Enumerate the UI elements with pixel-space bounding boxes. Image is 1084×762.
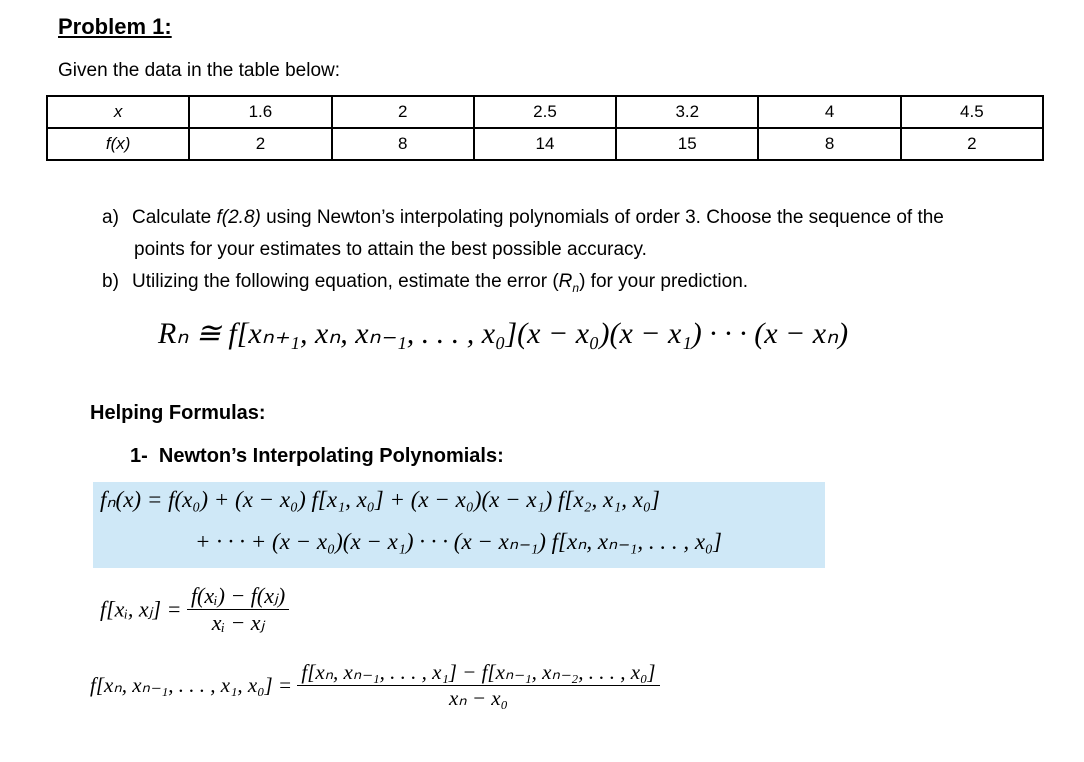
divided-difference-2 (90, 660, 660, 711)
table-cell: 2 (189, 128, 331, 160)
table-row (47, 96, 1043, 128)
table-cell: 2 (901, 128, 1043, 160)
helping-item (130, 445, 504, 468)
question-b-em-sub: n (572, 280, 580, 295)
table-row (47, 128, 1043, 160)
question-a-continued: points for your estimates to attain the best possible accuracy. (134, 239, 647, 260)
row-label-x: x (47, 96, 189, 128)
dd2-denominator: xₙ − x₀ (448, 686, 508, 710)
question-b-label: b) (102, 271, 119, 292)
problem-title: Problem 1: (58, 14, 172, 39)
newton-formula-line1: fₙ(x) = f(x₀) + (x − x₀) f[x₁, x₀] + (x − x₀)(x − x₁) f[x₂, x₁, x₀] (100, 487, 660, 512)
table-cell: 4.5 (901, 96, 1043, 128)
question-a-label: a) (102, 207, 119, 228)
error-equation: Rₙ ≅ f[xₙ₊₁, xₙ, xₙ₋₁, . . . , x₀](x − x₀)(x − x₁) · · · (x − xₙ) (158, 317, 849, 350)
table-cell: 2 (332, 96, 474, 128)
helping-title: Helping Formulas: (90, 402, 266, 424)
question-b-em: R (558, 271, 573, 292)
question-b-text: Utilizing the following equation, estimate the error ( (132, 271, 559, 292)
table-cell: 14 (474, 128, 616, 160)
helping-item-number: 1- (130, 445, 148, 467)
dd2-lhs: f[xₙ, xₙ₋₁, . . . , x₁, x₀] = (90, 673, 293, 697)
table-cell: 8 (758, 128, 900, 160)
intro-text: Given the data in the table below: (58, 60, 341, 81)
question-a (102, 202, 944, 234)
newton-formula-line2: + · · · + (x − x₀)(x − x₁) · · · (x − xₙ₋₁) f[xₙ, xₙ₋₁, . . . , x₀] (195, 529, 722, 554)
data-table (46, 95, 1044, 161)
dd1-lhs: f[xᵢ, xⱼ] = (100, 596, 182, 622)
table-cell: 15 (616, 128, 758, 160)
dd1-numerator: f(xᵢ) − f(xⱼ) (190, 583, 286, 608)
row-label-fx: f(x) (47, 128, 189, 160)
table-cell: 8 (332, 128, 474, 160)
table-cell: 4 (758, 96, 900, 128)
helping-item-title: Newton’s Interpolating Polynomials: (158, 445, 504, 467)
table-cell: 2.5 (474, 96, 616, 128)
table-cell: 3.2 (616, 96, 758, 128)
question-a-text-2: using Newton’s interpolating polynomials of order 3. Choose the sequence of the (260, 207, 944, 228)
table-cell: 1.6 (189, 96, 331, 128)
question-a-em: f(2.8) (216, 207, 261, 228)
dd2-numerator: f[xₙ, xₙ₋₁, . . . , x₁] − f[xₙ₋₁, xₙ₋₂, . . . , x₀] (301, 660, 656, 684)
dd1-fraction (187, 583, 289, 636)
question-b (102, 266, 748, 304)
divided-difference-1 (100, 583, 289, 636)
question-a-text: Calculate (132, 207, 217, 228)
question-b-text-2: ) for your prediction. (579, 271, 749, 292)
dd2-fraction (297, 660, 659, 711)
dd1-denominator: xᵢ − xⱼ (211, 610, 265, 635)
